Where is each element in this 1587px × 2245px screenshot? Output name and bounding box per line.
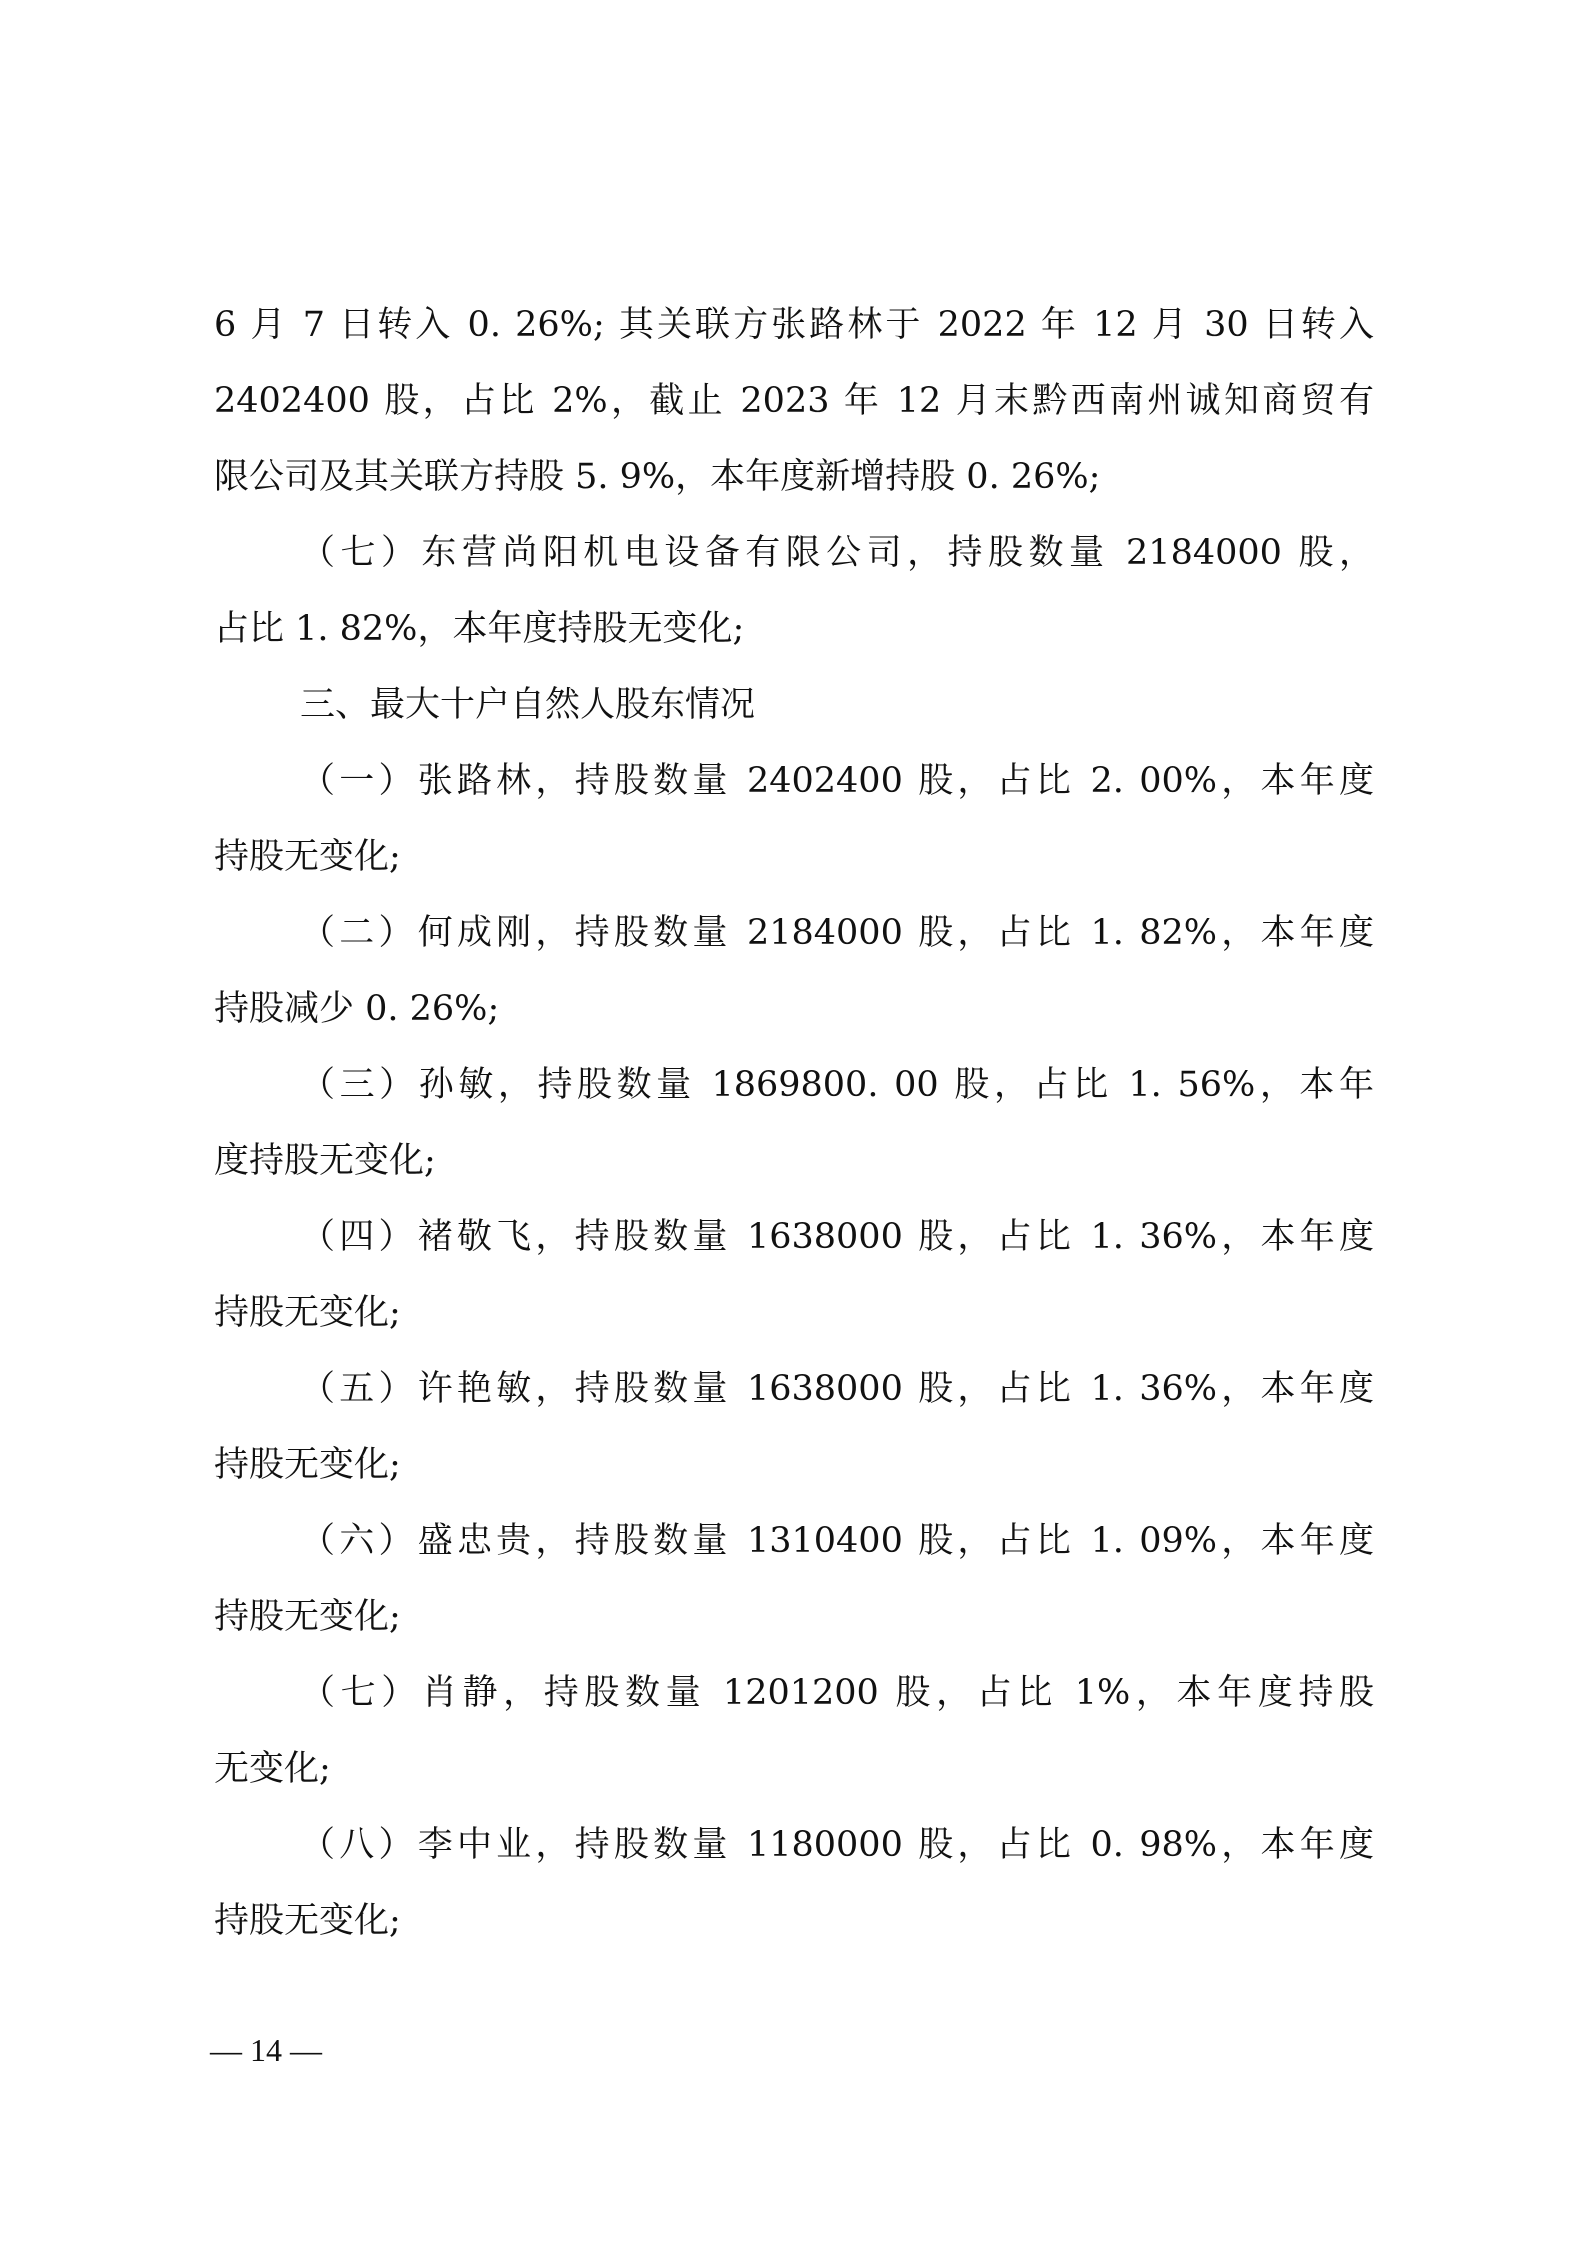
text-line: （五）许艳敏，持股数量 1638000 股，占比 1. 36%，本年度 — [300, 1369, 1374, 1409]
text-line: 2402400 股，占比 2%，截止 2023 年 12 月末黔西南州诚知商贸有 — [214, 381, 1374, 421]
text-line: （七）肖静，持股数量 1201200 股，占比 1%，本年度持股 — [300, 1673, 1374, 1713]
text-line: （八）李中业，持股数量 1180000 股，占比 0. 98%，本年度 — [300, 1825, 1374, 1865]
text-line: 持股减少 0. 26%; — [214, 989, 500, 1029]
text-line: （二）何成刚，持股数量 2184000 股，占比 1. 82%，本年度 — [300, 913, 1374, 953]
text-line: （七）东营尚阳机电设备有限公司，持股数量 2184000 股， — [300, 533, 1374, 573]
text-line: 持股无变化; — [214, 1597, 401, 1637]
text-line: 无变化; — [214, 1749, 331, 1789]
text-line: 持股无变化; — [214, 1901, 401, 1941]
text-line: （三）孙敏，持股数量 1869800. 00 股，占比 1. 56%，本年 — [300, 1065, 1374, 1105]
text-line: 持股无变化; — [214, 1293, 401, 1333]
text-line: 6 月 7 日转入 0. 26%; 其关联方张路林于 2022 年 12 月 30 日转入 — [214, 305, 1374, 345]
text-line: （四）褚敬飞，持股数量 1638000 股，占比 1. 36%，本年度 — [300, 1217, 1374, 1257]
text-line: 占比 1. 82%，本年度持股无变化; — [214, 609, 745, 649]
text-line: 度持股无变化; — [214, 1141, 436, 1181]
text-line: 持股无变化; — [214, 1445, 401, 1485]
page-number: — 14 — — [210, 2032, 322, 2068]
text-line: （六）盛忠贵，持股数量 1310400 股，占比 1. 09%，本年度 — [300, 1521, 1374, 1561]
text-line: （一）张路林，持股数量 2402400 股，占比 2. 00%，本年度 — [300, 761, 1374, 801]
text-line: 持股无变化; — [214, 837, 401, 877]
text-line: 限公司及其关联方持股 5. 9%，本年度新增持股 0. 26%; — [214, 457, 1101, 497]
section-heading: 三、最大十户自然人股东情况 — [300, 685, 756, 725]
